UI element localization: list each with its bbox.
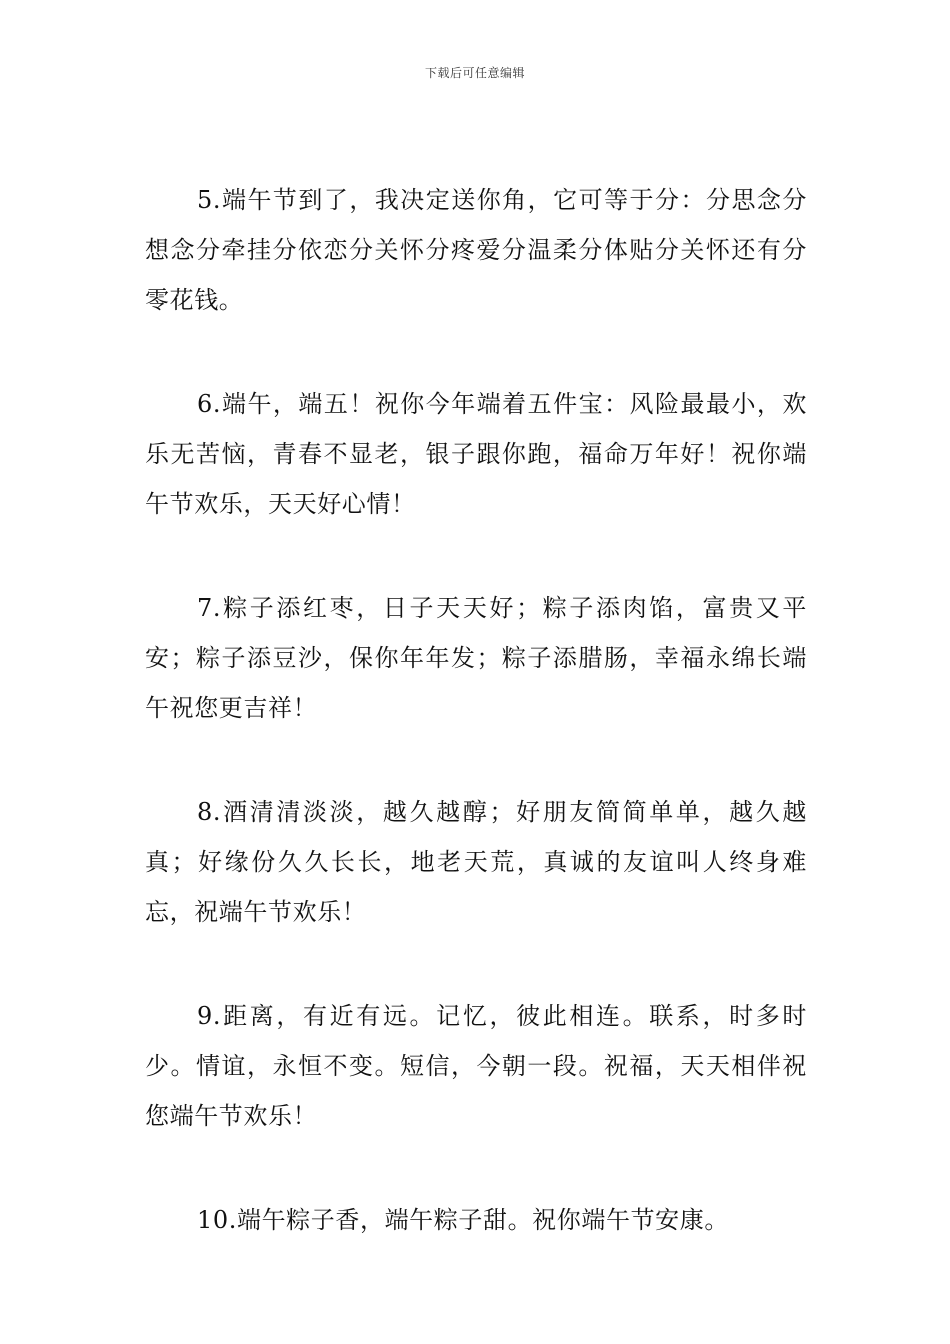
paragraph-9: 9.距离，有近有远。记忆，彼此相连。联系，时多时少。情谊，永恒不变。短信，今朝一段。祝福，天天相伴祝您端午节欢乐！ xyxy=(145,1002,807,1130)
paragraph-6: 6.端午，端五！祝你今年端着五件宝：风险最最小，欢乐无苦恼，青春不显老，银子跟你跑，福命万年好！祝你端午节欢乐，天天好心情！ xyxy=(145,390,807,518)
paragraph-8: 8.酒清清淡淡，越久越醇；好朋友简简单单，越久越真；好缘份久久长长，地老天荒，真诚的友谊叫人终身难忘，祝端午节欢乐！ xyxy=(145,798,807,926)
paragraph-10: 10.端午粽子香，端午粽子甜。祝你端午节安康。 xyxy=(197,1206,729,1234)
paragraph-5: 5.端午节到了，我决定送你角，它可等于分：分思念分想念分牵挂分依恋分关怀分疼爱分温柔分体贴分关怀还有分零花钱。 xyxy=(145,186,807,314)
paragraph-7: 7.粽子添红枣，日子天天好；粽子添肉馅，富贵又平安；粽子添豆沙，保你年年发；粽子添腊肠，幸福永绵长端午祝您更吉祥！ xyxy=(145,594,807,722)
page-header: 下载后可任意编辑 xyxy=(424,66,525,80)
document-body xyxy=(145,175,807,1299)
